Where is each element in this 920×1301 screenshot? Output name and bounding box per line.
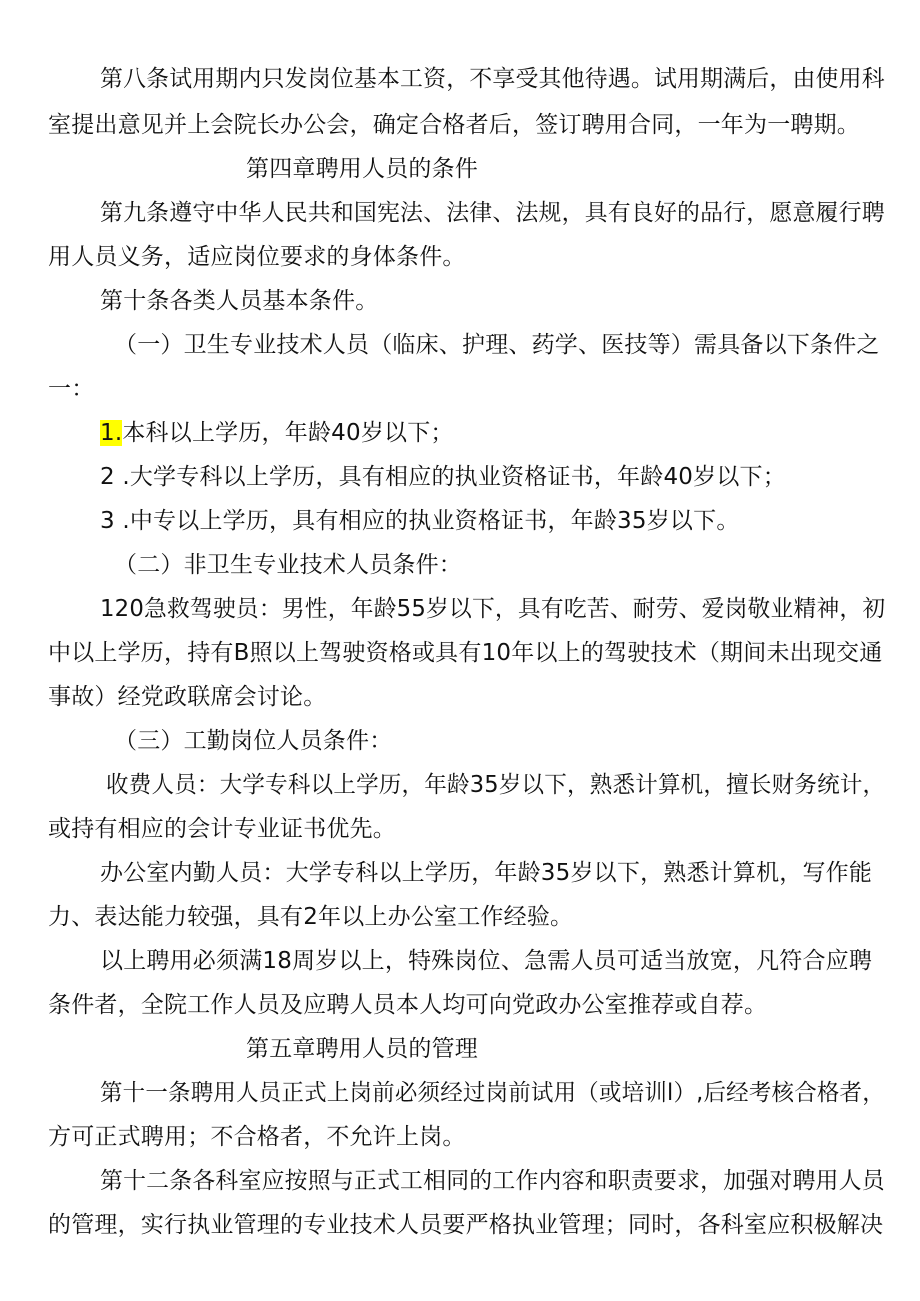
paragraph-line: 收费人员：大学专科以上学历，年龄35岁以下，熟悉计算机，擅长财务统计，: [106, 772, 886, 798]
paragraph-line: 第十一条聘用人员正式上岗前必须经过岗前试用（或培训l）,后经考核合格者，: [100, 1080, 885, 1106]
paragraph-line: 室提出意见并上会院长办公会，确定合格者后，签订聘用合同，一年为一聘期。: [48, 112, 860, 138]
list-item-text: 本科以上学历，年龄40岁以下；: [122, 420, 454, 446]
paragraph-line: 120急救驾驶员：男性，年龄55岁以下，具有吃苦、耐劳、爱岗敬业精神，初: [100, 596, 886, 622]
list-item: [100, 418, 454, 448]
highlighted-number: 1.: [100, 420, 123, 446]
paragraph-line: 力、表达能力较强，具有2年以上办公室工作经验。: [48, 904, 574, 930]
paragraph-line: 第十条各类人员基本条件。: [100, 288, 379, 314]
paragraph-line: 用人员义务，适应岗位要求的身体条件。: [48, 244, 466, 270]
paragraph-line: 一：: [48, 376, 95, 402]
paragraph-line: 以上聘用必须满18周岁以上，特殊岗位、急需人员可适当放宽，凡符合应聘: [100, 948, 873, 974]
paragraph-line: 的管理，实行执业管理的专业技术人员要严格执业管理；同时，各科室应积极解决: [48, 1212, 884, 1238]
paragraph-line: 办公室内勤人员：大学专科以上学历，年龄35岁以下，熟悉计算机，写作能: [100, 860, 873, 886]
paragraph-line: 第十二条各科室应按照与正式工相同的工作内容和职责要求，加强对聘用人员: [100, 1168, 885, 1194]
paragraph-line: 中以上学历，持有B照以上驾驶资格或具有10年以上的驾驶技术（期间未出现交通: [48, 640, 883, 666]
paragraph-line: 条件者，全院工作人员及应聘人员本人均可向党政办公室推荐或自荐。: [48, 992, 768, 1018]
paragraph-line: 第八条试用期内只发岗位基本工资，不享受其他待遇。试用期满后，由使用科: [100, 66, 885, 92]
chapter-heading: 第四章聘用人员的条件: [246, 156, 478, 182]
paragraph-line: （二）非卫生专业技术人员条件：: [114, 552, 462, 578]
paragraph-line: （一）卫生专业技术人员（临床、护理、药学、医技等）需具备以下条件之: [114, 332, 880, 358]
chapter-heading: 第五章聘用人员的管理: [246, 1036, 478, 1062]
list-item: 3 .中专以上学历，具有相应的执业资格证书，年龄35岁以下。: [100, 508, 740, 534]
paragraph-line: 第九条遵守中华人民共和国宪法、法律、法规，具有良好的品行，愿意履行聘: [100, 200, 885, 226]
paragraph-line: 事故）经党政联席会讨论。: [48, 684, 327, 710]
paragraph-line: （三）工勤岗位人员条件：: [114, 728, 393, 754]
list-item: 2 .大学专科以上学历，具有相应的执业资格证书，年龄40岁以下；: [100, 464, 786, 490]
paragraph-line: 方可正式聘用；不合格者，不允许上岗。: [48, 1124, 466, 1150]
paragraph-line: 或持有相应的会计专业证书优先。: [48, 816, 396, 842]
